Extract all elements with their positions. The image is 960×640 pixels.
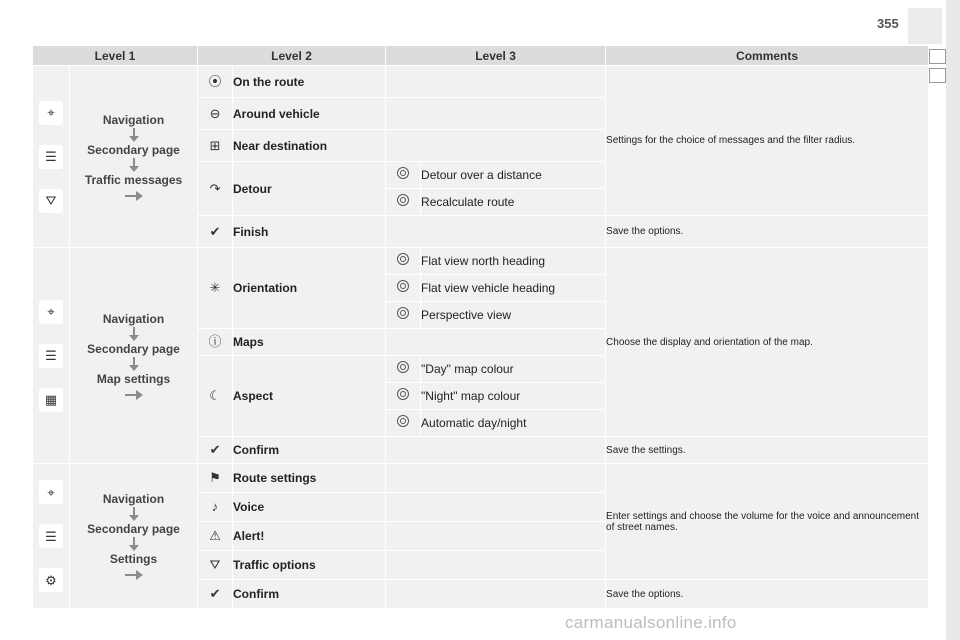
level2-icon-cell	[198, 437, 233, 464]
radio-option-icon	[397, 253, 409, 265]
level3-icon-cell	[386, 383, 421, 410]
level3-icon-cell	[386, 189, 421, 216]
arrow-down-icon	[129, 128, 139, 142]
level3-empty	[386, 522, 606, 551]
nav-level-submenu: Map settings	[96, 371, 171, 386]
map-grid-icon: ▦	[39, 388, 63, 412]
level2-icon-cell	[198, 162, 233, 216]
arrow-right-icon	[125, 570, 143, 580]
traffic-road-icon: ⛛	[39, 189, 63, 213]
nav-level-navigation: Navigation	[102, 311, 165, 326]
checkmark-icon: ✔	[209, 586, 221, 601]
arrow-right-icon	[125, 191, 143, 201]
level2-icon-cell	[198, 248, 233, 329]
level3-empty	[386, 551, 606, 580]
page-number: 355	[877, 16, 899, 31]
level3-empty	[386, 130, 606, 162]
arrow-right-icon	[125, 390, 143, 400]
level3-empty	[386, 66, 606, 98]
navigation-crosshair-icon: ⌖	[39, 101, 63, 125]
level1-icons	[33, 300, 69, 412]
level3-option: "Day" map colour	[421, 356, 606, 383]
table-header-row	[33, 46, 929, 66]
level3-empty	[386, 98, 606, 130]
radio-option-icon	[397, 361, 409, 373]
checkmark-icon: ✔	[209, 442, 221, 457]
chapter-marker	[929, 49, 946, 64]
comment-cell: Enter settings and choose the volume for the voice and announcement of street names.	[606, 464, 929, 580]
table-row	[33, 66, 929, 98]
level2-label: Voice	[233, 493, 386, 522]
level3-icon-cell	[386, 410, 421, 437]
radio-option-icon	[397, 307, 409, 319]
level3-empty	[386, 464, 606, 493]
orientation-icon: ✳	[209, 280, 221, 295]
level1-icons	[33, 101, 69, 213]
level2-icon-cell	[198, 66, 233, 98]
comment-cell: Settings for the choice of messages and the filter radius.	[606, 66, 929, 216]
level2-label: Aspect	[233, 356, 386, 437]
level1-nav-cell	[70, 464, 198, 609]
table-row	[33, 464, 929, 493]
level1-nav-cell	[70, 66, 198, 248]
level1-nav-cell	[70, 248, 198, 464]
level3-empty	[386, 216, 606, 248]
final-comment-cell: Save the options.	[606, 580, 929, 609]
arrow-down-icon	[129, 537, 139, 551]
radio-option-icon	[397, 415, 409, 427]
nav-level-navigation: Navigation	[102, 492, 165, 506]
level2-icon-cell	[198, 329, 233, 356]
level3-icon-cell	[386, 275, 421, 302]
level2-icon-cell	[198, 356, 233, 437]
around-vehicle-icon: ⊖	[209, 105, 221, 121]
level3-option: Flat view north heading	[421, 248, 606, 275]
comment-cell: Choose the display and orientation of the map.	[606, 248, 929, 437]
level2-icon-cell	[198, 522, 233, 551]
level3-icon-cell	[386, 248, 421, 275]
level1-icon-cell	[33, 464, 70, 609]
level2-label: Alert!	[233, 522, 386, 551]
table-row	[33, 248, 929, 275]
level3-empty	[386, 329, 606, 356]
level2-icon-cell	[198, 464, 233, 493]
level1-icon-cell	[33, 66, 70, 248]
level3-icon-cell	[386, 162, 421, 189]
arrow-down-icon	[129, 158, 139, 172]
settings-table	[32, 45, 929, 609]
traffic-road-icon: ⛛	[209, 557, 221, 572]
chapter-marker	[929, 68, 946, 83]
nav-level-navigation: Navigation	[102, 112, 165, 127]
radio-option-icon	[397, 388, 409, 400]
level2-label: Finish	[233, 216, 386, 248]
header-comments: Comments	[606, 46, 929, 66]
level1-icons	[33, 480, 69, 592]
level2-icon-cell	[198, 216, 233, 248]
final-comment-cell: Save the settings.	[606, 437, 929, 464]
nav-level-secondary: Secondary page	[87, 341, 180, 356]
level3-option: Automatic day/night	[421, 410, 606, 437]
level3-option: Perspective view	[421, 302, 606, 329]
level1-icon-cell	[33, 248, 70, 464]
level2-icon-cell	[198, 98, 233, 130]
on-route-icon: ⦿	[208, 73, 222, 89]
level2-label: Near destination	[233, 130, 386, 162]
navigation-crosshair-icon: ⌖	[39, 300, 63, 324]
level2-label: Route settings	[233, 464, 386, 493]
nav-level-secondary: Secondary page	[87, 522, 180, 536]
level3-option: Flat view vehicle heading	[421, 275, 606, 302]
header-level1: Level 1	[33, 46, 198, 66]
menu-list-icon: ☰	[39, 524, 63, 548]
nav-path	[70, 492, 197, 580]
nav-path	[70, 312, 197, 400]
level2-label: Traffic options	[233, 551, 386, 580]
nav-level-submenu: Settings	[109, 552, 158, 566]
voice-icon: ♪	[211, 499, 219, 514]
level3-option: Detour over a distance	[421, 162, 606, 189]
nav-level-submenu: Traffic messages	[84, 172, 183, 187]
level3-icon-cell	[386, 302, 421, 329]
level2-label: Confirm	[233, 437, 386, 464]
menu-list-icon: ☰	[39, 145, 63, 169]
level2-label: Orientation	[233, 248, 386, 329]
radio-option-icon	[397, 280, 409, 292]
level3-empty	[386, 437, 606, 464]
final-comment-cell: Save the options.	[606, 216, 929, 248]
day-night-icon: ☾	[209, 388, 221, 403]
detour-icon: ↷	[209, 180, 221, 196]
page-tab	[908, 8, 942, 44]
menu-list-icon: ☰	[39, 344, 63, 368]
level2-label: Maps	[233, 329, 386, 356]
level3-empty	[386, 580, 606, 609]
arrow-down-icon	[129, 357, 139, 371]
level2-icon-cell	[198, 493, 233, 522]
level2-icon-cell	[198, 551, 233, 580]
level2-icon-cell	[198, 580, 233, 609]
header-level3: Level 3	[386, 46, 606, 66]
level2-label: Detour	[233, 162, 386, 216]
info-icon: ⓘ	[208, 334, 222, 349]
header-level2: Level 2	[198, 46, 386, 66]
radio-option-icon	[397, 194, 409, 206]
watermark: carmanualsonline.info	[565, 613, 737, 632]
level3-icon-cell	[386, 356, 421, 383]
warning-triangle-icon: ⚠	[209, 528, 221, 543]
arrow-down-icon	[129, 507, 139, 521]
level3-empty	[386, 493, 606, 522]
level3-option: Recalculate route	[421, 189, 606, 216]
near-destination-icon: ⊞	[209, 137, 221, 153]
checkmark-icon: ✔	[209, 223, 221, 239]
arrow-down-icon	[129, 327, 139, 341]
level2-label: Confirm	[233, 580, 386, 609]
settings-gear-icon: ⚙	[39, 568, 63, 592]
navigation-crosshair-icon: ⌖	[39, 480, 63, 504]
route-flag-icon: ⚑	[209, 470, 221, 485]
level2-icon-cell	[198, 130, 233, 162]
nav-level-secondary: Secondary page	[87, 142, 180, 157]
side-stripe	[946, 0, 960, 640]
nav-path	[70, 113, 197, 201]
level3-option: "Night" map colour	[421, 383, 606, 410]
level2-label: On the route	[233, 66, 386, 98]
radio-option-icon	[397, 167, 409, 179]
level2-label: Around vehicle	[233, 98, 386, 130]
